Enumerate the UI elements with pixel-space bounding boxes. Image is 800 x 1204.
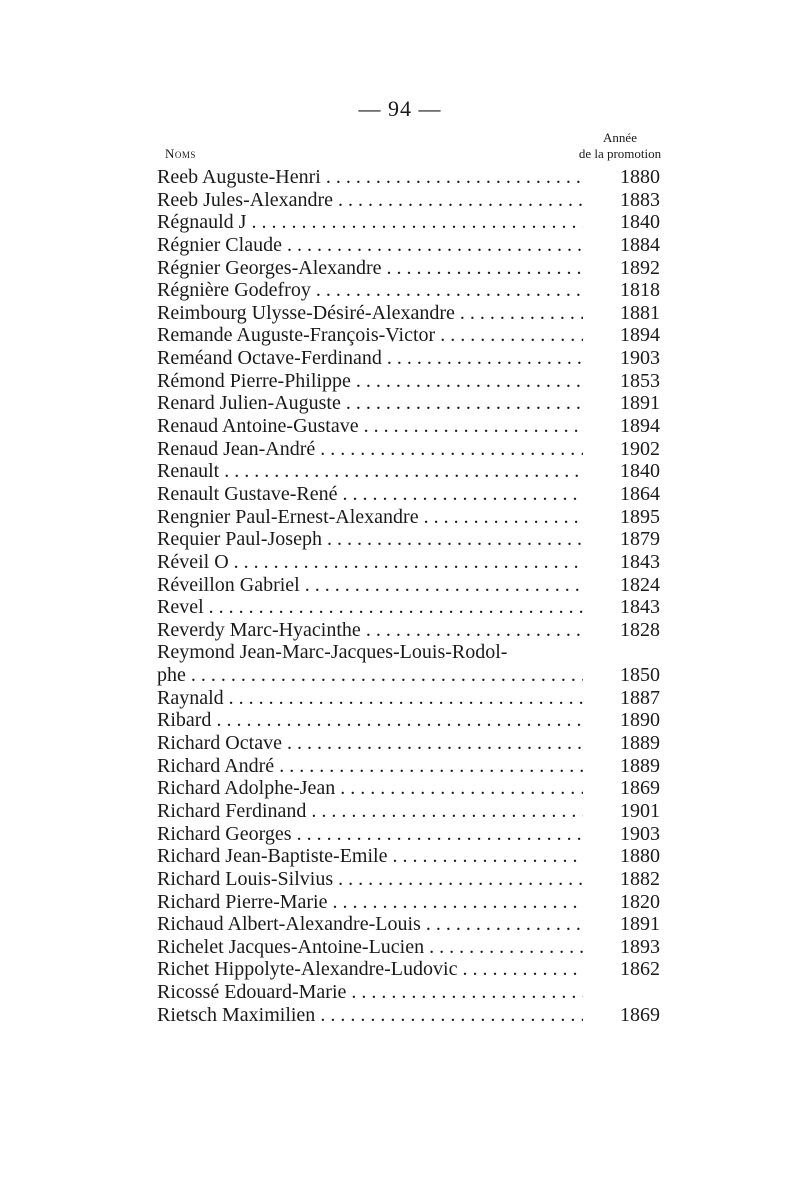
entry-name: Réveillon Gabriel . . .	[157, 574, 583, 597]
list-item	[157, 732, 687, 755]
list-item	[157, 755, 687, 778]
entry-name: Reymond Jean-Marc-Jacques-Louis-Rodol-	[157, 641, 508, 664]
entry-name: Richet Hippolyte-Alexandre-Ludovic . . .	[157, 958, 583, 981]
entry-year: 1901	[620, 799, 660, 822]
list-item	[157, 211, 687, 234]
entry-year: 1880	[620, 845, 660, 868]
entry-name: Ricossé Edouard-Marie . . .	[157, 981, 583, 1004]
entry-year: 1843	[620, 596, 660, 619]
list-item	[157, 483, 687, 506]
entry-name: Régnier Georges-Alexandre . . .	[157, 257, 583, 280]
list-item	[157, 868, 687, 891]
entry-name: Reméand Octave-Ferdinand . . .	[157, 347, 583, 370]
entry-name: Reimbourg Ulysse-Désiré-Alexandre . . .	[157, 302, 583, 325]
entry-name: Richard Georges . . .	[157, 823, 583, 846]
entry-year: 1894	[620, 415, 660, 438]
list-item	[157, 845, 687, 868]
entry-year: 1820	[620, 890, 660, 913]
entry-name: Renaud Jean-André . . .	[157, 438, 583, 461]
list-item	[157, 1004, 687, 1027]
entry-year: 1890	[620, 709, 660, 732]
promotion-list	[157, 166, 687, 1026]
entry-year: 1879	[620, 528, 660, 551]
entry-name: Régnière Godefroy . . .	[157, 279, 583, 302]
list-item	[157, 687, 687, 710]
entry-name: Richaud Albert-Alexandre-Louis . . .	[157, 913, 583, 936]
entry-name: Rietsch Maximilien . . .	[157, 1004, 583, 1027]
entry-name: Richard Jean-Baptiste-Emile . . .	[157, 845, 583, 868]
entry-name: Richard Ferdinand . . .	[157, 800, 583, 823]
list-item	[157, 596, 687, 619]
entry-name: Richelet Jacques-Antoine-Lucien . . .	[157, 936, 583, 959]
list-item	[157, 166, 687, 189]
entry-year: 1843	[620, 550, 660, 573]
entry-year: 1864	[620, 482, 660, 505]
entry-year: 1880	[620, 166, 660, 188]
entry-year: 1883	[620, 188, 660, 211]
list-item	[157, 392, 687, 415]
list-item	[157, 574, 687, 597]
entry-name: Reeb Jules-Alexandre . . .	[157, 189, 583, 212]
entry-name: Renaud Antoine-Gustave . . .	[157, 415, 583, 438]
entry-year: 1893	[620, 935, 660, 958]
list-item	[157, 257, 687, 280]
list-item	[157, 438, 687, 461]
entry-year: 1840	[620, 460, 660, 483]
entry-year: 1869	[620, 777, 660, 800]
entry-name: Richard Pierre-Marie . . .	[157, 891, 583, 914]
entry-name: Reverdy Marc-Hyacinthe . . .	[157, 619, 583, 642]
entry-name: Ribard . . .	[157, 709, 583, 732]
column-header-year-line1: Année	[603, 130, 637, 145]
entry-year: 1824	[620, 573, 660, 596]
entry-year: 1902	[620, 437, 660, 460]
entry-name: Rémond Pierre-Philippe . . .	[157, 370, 583, 393]
entry-year: 1903	[620, 822, 660, 845]
list-item	[157, 347, 687, 370]
list-item	[157, 302, 687, 325]
entry-year: 1840	[620, 211, 660, 234]
list-item	[157, 279, 687, 302]
list-item	[157, 936, 687, 959]
entry-year: 1892	[620, 256, 660, 279]
entry-year: 1891	[620, 392, 660, 415]
list-item	[157, 370, 687, 393]
list-item	[157, 664, 687, 687]
entry-year: 1903	[620, 347, 660, 370]
entry-name: Richard Octave . . .	[157, 732, 583, 755]
entry-year: 1869	[620, 1003, 660, 1026]
entry-name: Régnauld J . . .	[157, 211, 583, 234]
entry-year: 1818	[620, 279, 660, 302]
list-item	[157, 189, 687, 212]
list-item	[157, 891, 687, 914]
column-header-year-line2: de la promotion	[578, 146, 662, 161]
entry-name: Renard Julien-Auguste . . .	[157, 392, 583, 415]
entry-name: Reeb Auguste-Henri . . .	[157, 166, 583, 189]
list-item	[157, 551, 687, 574]
entry-year: 1891	[620, 913, 660, 936]
column-header-names: Noms	[165, 146, 196, 161]
list-item	[157, 823, 687, 846]
entry-year: 1850	[620, 664, 660, 687]
list-item	[157, 641, 687, 664]
list-item	[157, 234, 687, 257]
entry-name: Requier Paul-Joseph . . .	[157, 528, 583, 551]
entry-year: 1889	[620, 732, 660, 755]
entry-year: 1828	[620, 618, 660, 641]
entry-year: 1895	[620, 505, 660, 528]
list-item	[157, 506, 687, 529]
list-item	[157, 709, 687, 732]
entry-year: 1884	[620, 233, 660, 256]
list-item	[157, 415, 687, 438]
entry-name: phe . . .	[157, 664, 583, 687]
entry-year: 1853	[620, 369, 660, 392]
list-item	[157, 913, 687, 936]
list-item	[157, 777, 687, 800]
list-item	[157, 460, 687, 483]
entry-name: Remande Auguste-François-Victor . . .	[157, 324, 583, 347]
entry-year: 1887	[620, 686, 660, 709]
list-item	[157, 981, 687, 1004]
entry-year: 1862	[620, 958, 660, 981]
list-item	[157, 528, 687, 551]
entry-year: 1894	[620, 324, 660, 347]
entry-name: Richard André . . .	[157, 755, 583, 778]
list-item	[157, 958, 687, 981]
column-header-year	[560, 130, 680, 162]
entry-name: Revel . . .	[157, 596, 583, 619]
entry-year: 1889	[620, 754, 660, 777]
entry-name: Richard Louis-Silvius . . .	[157, 868, 583, 891]
entry-name: Renault Gustave-René . . .	[157, 483, 583, 506]
entry-name: Régnier Claude . . .	[157, 234, 583, 257]
entry-name: Renault . . .	[157, 460, 583, 483]
entry-year: 1881	[620, 301, 660, 324]
entry-name: Rengnier Paul-Ernest-Alexandre . . .	[157, 506, 583, 529]
page-number: — 94 —	[358, 96, 442, 121]
entry-name: Réveil O . . .	[157, 551, 583, 574]
entry-name: Raynald . . .	[157, 687, 583, 710]
list-item	[157, 324, 687, 347]
entry-name: Richard Adolphe-Jean . . .	[157, 777, 583, 800]
list-item	[157, 619, 687, 642]
entry-year: 1882	[620, 867, 660, 890]
list-item	[157, 800, 687, 823]
